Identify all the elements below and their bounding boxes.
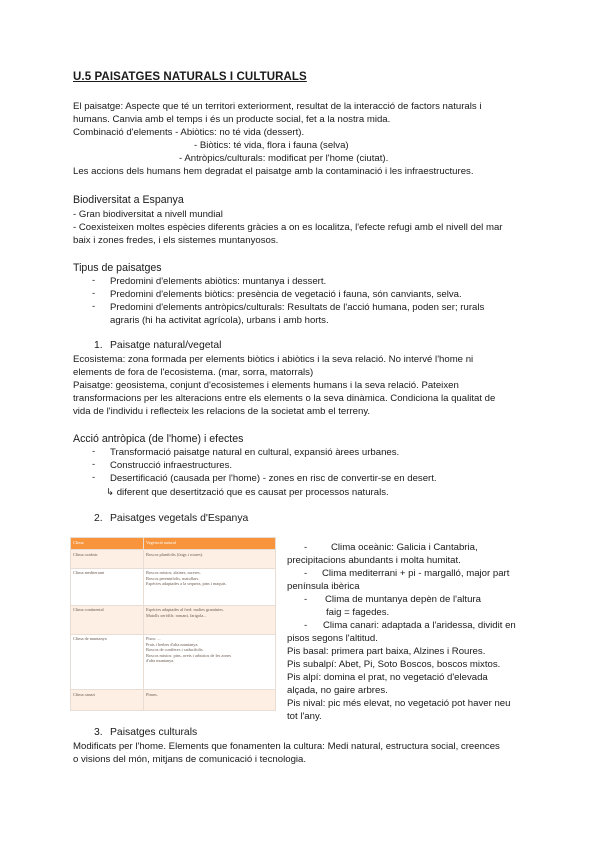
table-cell: Boscos planifolis (faigs i roures). xyxy=(144,550,276,569)
table-row xyxy=(71,568,276,605)
section-heading: Paisatges vegetals d'Espanya xyxy=(110,513,249,524)
table-row xyxy=(71,605,276,634)
bullet-mark: - xyxy=(304,542,308,553)
section-heading: Paisatge natural/vegetal xyxy=(110,340,222,351)
section1-line: vida de l'individu i reflecteix les relacions de la societat amb el terreny. xyxy=(73,406,371,417)
table-cell: Espècies adaptades al fred: moltes gramínies. Matolls xeròfils: romaní, farigola... xyxy=(144,605,276,634)
climate-note: Clima oceànic: Galicia i Cantabria, xyxy=(331,542,478,553)
table-cell: Boscos mixtos; alzines, sureres. Boscos perennifolis, matollars. Espècies adaptades a la sequera, pins i maquis. xyxy=(144,568,276,605)
list-subitem: ↳ diferent que desertització que es causat per processos naturals. xyxy=(106,487,389,498)
list-item: Predomini d'elements antròpics/culturals: Resultats de l'acció humana, poden ser; rurals xyxy=(110,302,485,313)
biodiversitat-line: - Coexisteixen moltes espècies diferents gràcies a on es localitza, l'efecte refugi amb el nivell del mar xyxy=(73,222,503,233)
table-cell: Pinars. xyxy=(144,690,276,711)
section1-line: transformacions per les alteracions entre els elements o la seva dinàmica. Condiciona la qualitat de xyxy=(73,393,496,404)
bullet-mark: - xyxy=(92,301,96,312)
climate-note: tot l'any. xyxy=(287,711,322,722)
table-cell: Pisos: ... Prats i herbes d'alta muntanya. Boscos de coníferes i caducifolis. Boscos mixtos: pins, avets i arbustos de les zones d'alta muntanya. xyxy=(144,634,276,690)
accio-heading: Acció antròpica (de l'home) i efectes xyxy=(73,433,244,445)
list-item: Construcció infraestructures. xyxy=(110,460,233,471)
intro-line: El paisatge: Aspecte que té un territori exteriorment, resultat de la interacció de factors naturals i xyxy=(73,101,482,112)
section1-line: Paisatge: geosistema, conjunt d'ecosistemes i elements humans i la seva relació. Pateixen xyxy=(73,380,459,391)
list-item: Predomini d'elements abiòtics: muntanya i dessert. xyxy=(110,276,327,287)
section3-line: Modificats per l'home. Elements que fonamenten la cultura: Medi natural, estructura social, creences xyxy=(73,741,500,752)
table-header-cell: Clima xyxy=(71,538,144,550)
intro-line: - Biòtics: té vida, flora i fauna (selva) xyxy=(194,140,349,151)
climate-note: alçada, no gaire arbres. xyxy=(287,685,388,696)
list-item: Transformació paisatge natural en cultural, expansió àrees urbanes. xyxy=(110,447,400,458)
section1-line: elements de fora de l'ecosistema. (mar, sorra, matorrals) xyxy=(73,367,314,378)
table-cell: Clima mediterrani xyxy=(71,568,144,605)
biodiversitat-line: baix i zones fredes, i els sistemes muntanyosos. xyxy=(73,235,279,246)
climate-note: Pis basal: primera part baixa, Alzines i Roures. xyxy=(287,646,486,657)
table-cell: Clima oceànic xyxy=(71,550,144,569)
section3-line: o visions del món, mitjans de comunicació i tecnologia. xyxy=(73,754,307,765)
bullet-mark: - xyxy=(92,459,96,470)
bullet-mark: - xyxy=(304,620,308,631)
climate-note: Clima canari: adaptada a l'aridessa, dividit en xyxy=(323,620,516,631)
section1-line: Ecosistema: zona formada per elements biòtics i abiòtics i la seva relació. No intervé l'home ni xyxy=(73,354,474,365)
climate-note: Clima de muntanya depèn de l'altura xyxy=(325,594,481,605)
page-title: U.5 PAISATGES NATURALS I CULTURALS xyxy=(73,71,307,83)
table-cell: Clima canari xyxy=(71,690,144,711)
biodiversitat-heading: Biodiversitat a Espanya xyxy=(73,194,184,206)
intro-line: - Antròpics/culturals: modificat per l'home (ciutat). xyxy=(179,153,389,164)
list-item: Desertificació (causada per l'home) - zones en risc de convertir-se en desert. xyxy=(110,473,437,484)
section-number: 2. xyxy=(94,513,103,524)
bullet-mark: - xyxy=(92,446,96,457)
bullet-mark: - xyxy=(304,594,308,605)
bullet-mark: - xyxy=(92,288,96,299)
table-row xyxy=(71,690,276,711)
tipus-heading: Tipus de paisatges xyxy=(73,262,162,274)
climate-note: Pis subalpí: Abet, Pi, Soto Boscos, boscos mixtos. xyxy=(287,659,501,670)
table-row xyxy=(71,634,276,690)
table-header-cell: Vegetació natural xyxy=(144,538,276,550)
table-header-row xyxy=(71,538,276,550)
biodiversitat-line: - Gran biodiversitat a nivell mundial xyxy=(73,209,223,220)
climate-note: península ibèrica xyxy=(287,581,360,592)
bullet-mark: - xyxy=(92,472,96,483)
climate-note: Pis nival: pic més elevat, no vegetació pot haver neu xyxy=(287,698,511,709)
table-row xyxy=(71,550,276,569)
intro-line: Combinació d'elements - Abiòtics: no té vida (dessert). xyxy=(73,127,305,138)
intro-line: humans. Canvia amb el temps i és un producte social, fet a la nostra mida. xyxy=(73,114,391,125)
list-item: agraris (hi ha activitat agrícola), urbans i amb horts. xyxy=(110,315,329,326)
table-cell: Clima continental xyxy=(71,605,144,634)
bullet-mark: - xyxy=(92,275,96,286)
climate-note: precipitacions abundants i molta humitat. xyxy=(287,555,461,566)
list-item: Predomini d'elements biòtics: presència de vegetació i fauna, són canviants, selva. xyxy=(110,289,462,300)
bullet-mark: - xyxy=(304,568,308,579)
section-number: 3. xyxy=(94,727,103,738)
climate-note: Pis alpí: domina el prat, no vegetació d'elevada xyxy=(287,672,488,683)
section-heading: Paisatges culturals xyxy=(110,727,198,738)
climate-note: faig = fagedes. xyxy=(326,607,390,618)
vegetation-table xyxy=(70,537,276,711)
section-number: 1. xyxy=(94,340,103,351)
climate-note: pisos segons l'altitud. xyxy=(287,633,378,644)
climate-note: Clima mediterrani + pi - margalló, major part xyxy=(322,568,510,579)
table-cell: Clima de muntanya xyxy=(71,634,144,690)
intro-line: Les accions dels humans hem degradat el paisatge amb la contaminació i les infraestructures. xyxy=(73,166,474,177)
